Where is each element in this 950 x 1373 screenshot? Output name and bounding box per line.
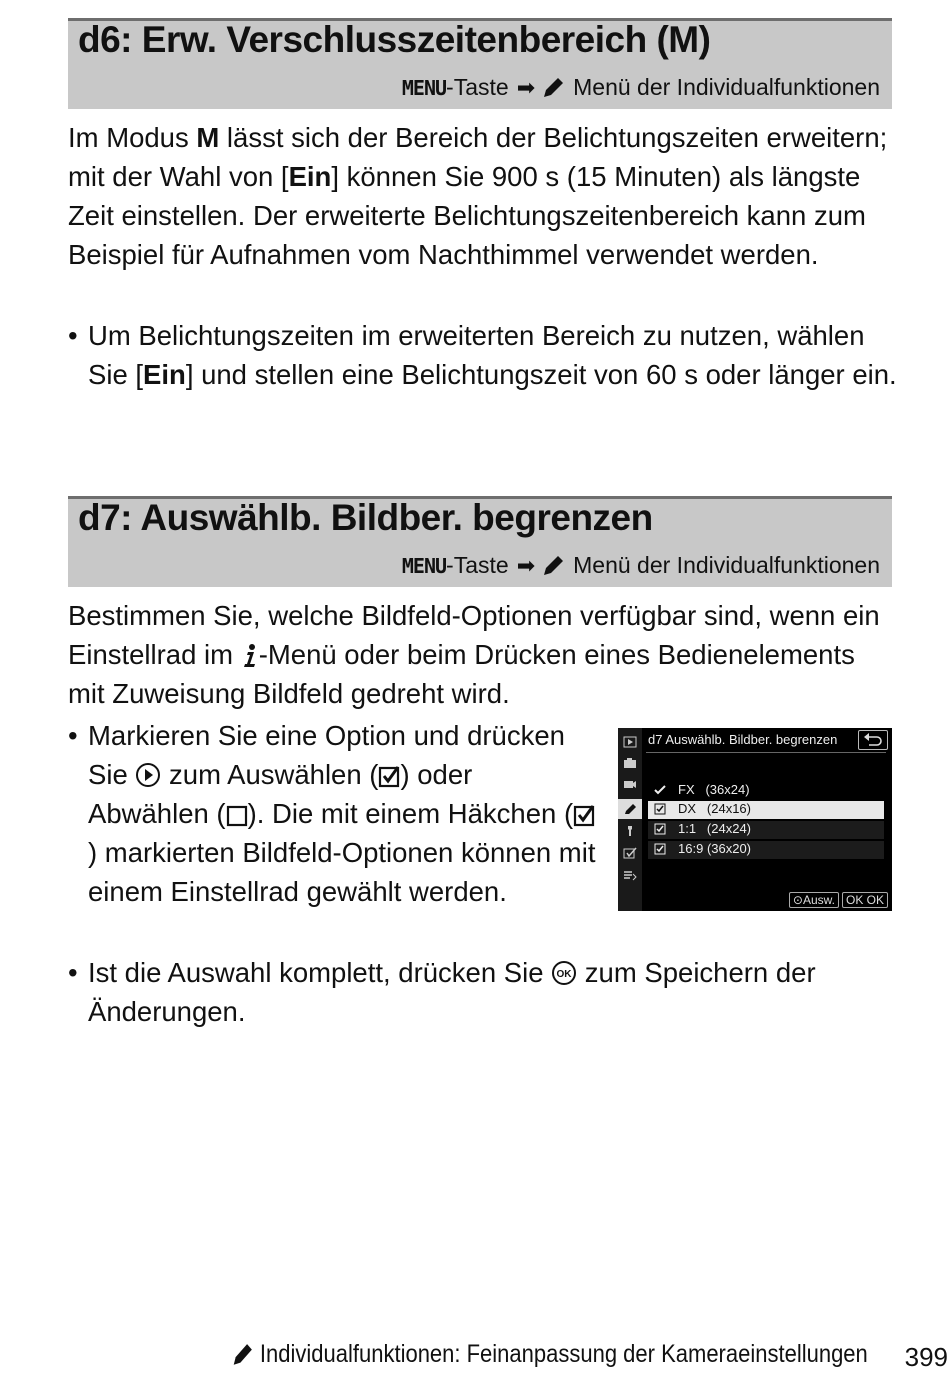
section-d7-header [68,496,892,587]
option-size: (24x24) [706,821,751,836]
option-label: 1:1 [678,821,697,836]
text-run: Bestimmen Sie, welche Bildfeld-Optionen verfügbar sind, wenn ein Einstellrad im [68,600,880,670]
section-d7-menu-path [402,552,880,579]
arrow-right-icon: ➡ [516,552,536,578]
screen-footer [789,892,888,908]
ok-hint-label: OK [866,893,884,907]
section-d6-bullet-1 [68,316,898,394]
menu-name: Menü der Individualfunktionen [573,74,880,100]
text-run: ] können Sie 900 s (15 Minuten) als längste Zeit einstellen. Der erweiterte Belichtungszeitenbereich kann zum Beispiel für Aufnahmen vom Nachthimmel verwendet werden. [68,161,866,270]
text-run: Ist die Auswahl komplett, drücken Sie [88,957,552,988]
check-icon [654,784,666,796]
option-row-16-9 [648,841,884,859]
menu-key-label: MENU [401,75,447,100]
section-d6-title: d6: Erw. Verschlusszeitenbereich (M) [78,19,711,60]
text-run: ) markierten Bildfeld-Optionen können mit einem Einstellrad gewählt werden. [88,837,596,907]
option-ein-label: Ein [143,359,186,390]
playback-icon [623,736,637,748]
page-footer [230,1340,868,1369]
text-run: Um Belichtungszeiten im erweiterten Bereich zu nutzen, wählen Sie [ [88,320,865,390]
text-run: lässt sich der Bereich der Belichtungszeiten erweitern; mit der Wahl von [ [68,122,888,192]
ok-button-icon [551,960,577,986]
select-hint-label: Ausw. [802,893,835,907]
section-d6-paragraph [68,118,898,274]
option-size: (24x16) [706,801,751,816]
retouch-icon [623,847,637,859]
checked-box-icon [654,843,666,855]
section-d7-title: d7: Auswählb. Bildber. begrenzen [78,497,653,538]
mode-m-label: M [196,122,220,153]
option-label: FX [678,782,695,797]
select-hint: ⊙Ausw. [789,892,839,908]
option-row-dx [648,801,884,819]
option-size: (36x20) [706,841,752,856]
back-icon [858,730,888,750]
i-menu-icon [241,642,259,668]
pencil-icon [541,554,565,578]
camera-icon [623,757,637,769]
text-run: -Menü oder beim Drücken eines Bedienelements mit Zuweisung Bildfeld gedreht wird. [68,639,855,709]
checked-box-icon [573,803,595,827]
section-d7-bullet-1 [68,716,598,911]
option-row-fx [648,782,884,800]
menu-key-label: MENU [401,553,447,578]
option-label: 16:9 [678,841,704,856]
ok-hint: OK OK [842,892,888,908]
menu-key-suffix: -Taste [446,552,509,578]
checked-box-icon [654,803,666,815]
section-d7-paragraph [68,596,898,713]
pencil-icon [230,1342,255,1368]
my-menu-icon [623,869,637,881]
menu-name: Menü der Individualfunktionen [573,552,880,578]
option-size: (36x24) [705,782,750,797]
menu-sidebar [618,728,642,911]
section-d7-bullet-2 [68,953,898,1031]
svg-text:OK: OK [556,969,572,980]
option-ein-label: Ein [288,161,332,192]
menu-key-suffix: -Taste [446,74,509,100]
text-run: ] und stellen eine Belichtungszeit von 60 s oder länger ein. [185,359,897,390]
empty-box-icon [226,803,248,827]
pencil-icon [623,803,637,815]
option-row-1-1 [648,821,884,839]
checked-box-icon [378,764,400,788]
section-d6-menu-path [402,74,880,101]
checked-box-icon [654,823,666,835]
text-run: zum Speichern der Änderungen. [88,957,816,1027]
text-run: ) oder Abwählen ( [88,759,473,829]
wrench-icon [623,825,637,837]
page-number: 399 [904,1342,948,1372]
section-d6-header [68,18,892,109]
option-label: DX [678,801,697,816]
pencil-icon [541,76,565,100]
text-run: ). Die mit einem Häkchen ( [247,798,574,829]
text-run: Im Modus [68,122,197,153]
screen-title: d7 Auswählb. Bildber. begrenzen [648,732,838,747]
text-run: zum Auswählen ( [161,759,379,790]
camera-menu-screenshot [618,728,892,911]
movie-icon [623,778,637,790]
multi-selector-right-icon [135,762,161,788]
screen-divider [646,752,886,753]
arrow-right-icon: ➡ [516,74,536,100]
footer-chapter-title: Individualfunktionen: Feinanpassung der Kameraeinstellungen [259,1340,868,1368]
text-run: Markieren Sie eine Option und drücken Sie [88,720,565,790]
